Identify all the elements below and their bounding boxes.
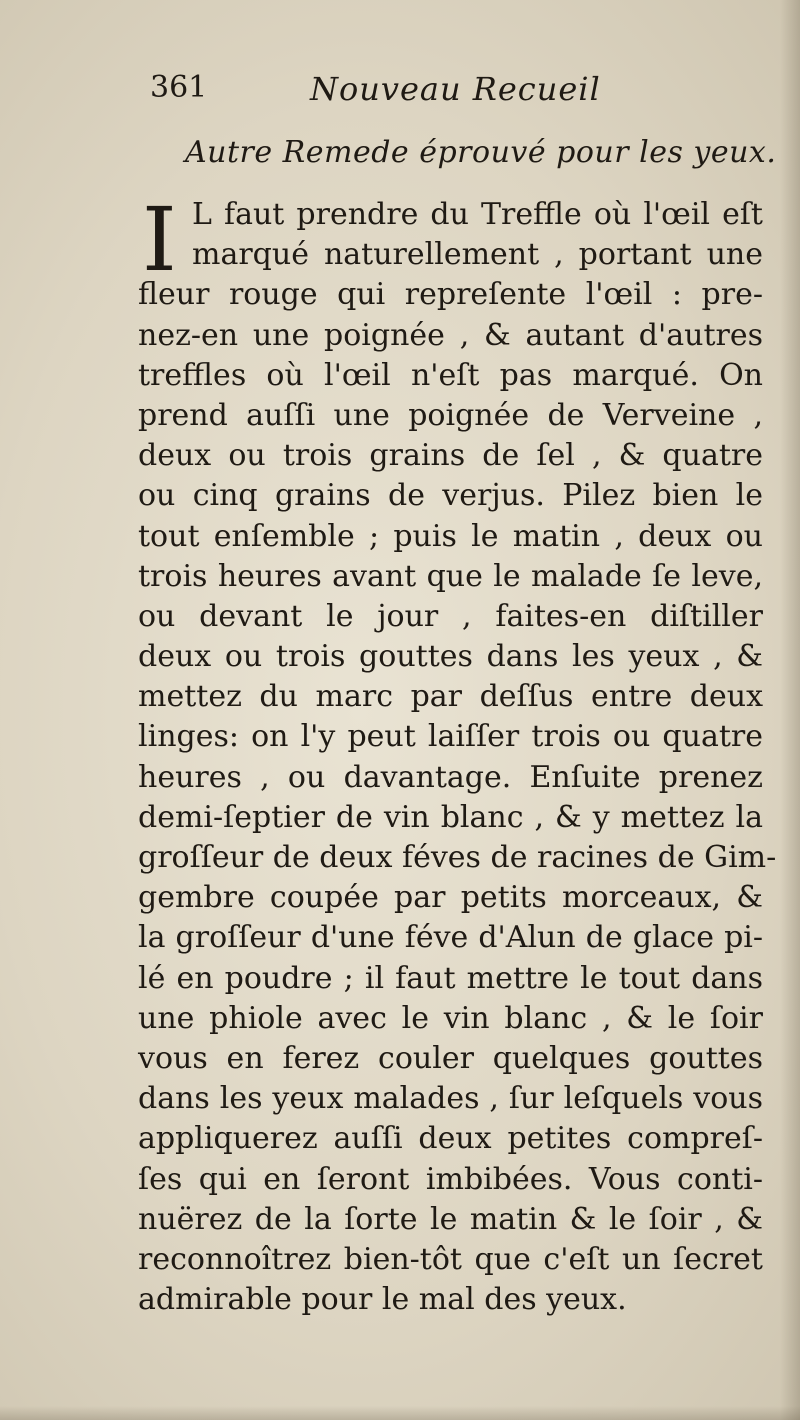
text-line: admirable pour le mal des yeux.: [138, 1282, 627, 1318]
text-line: marqué naturellement , portant une: [192, 237, 763, 273]
text-line: treffles où l'œil n'eſt pas marqué. On: [138, 357, 763, 393]
text-line: deux ou trois gouttes dans les yeux , &: [138, 639, 763, 675]
text-line: tout enſemble ; puis le matin , deux ou: [138, 518, 763, 554]
drop-cap: I: [142, 188, 177, 291]
text-line: la groſſeur d'une féve d'Alun de glace pi-: [138, 920, 763, 956]
text-line: appliquerez auſſi deux petites compreſ-: [138, 1121, 763, 1157]
section-heading: Autre Remede éprouvé pour les yeux.: [185, 135, 777, 170]
text-line: nez-en une poignée , & autant d'autres: [138, 317, 763, 353]
text-line: deux ou trois grains de ſel , & quatre: [138, 438, 763, 474]
text-line: ſes qui en ſeront imbibées. Vous conti-: [138, 1161, 763, 1197]
text-line: trois heures avant que le malade ſe leve,: [138, 558, 763, 594]
text-line: L faut prendre du Treffle où l'œil eſt: [192, 197, 763, 232]
page-number: 361: [150, 70, 208, 105]
text-line: vous en ferez couler quelques gouttes: [138, 1040, 763, 1076]
text-line: une phiole avec le vin blanc , & le ſoir: [138, 1000, 763, 1036]
text-line: groſſeur de deux féves de racines de Gim-: [138, 840, 777, 875]
text-line: nuërez de la ſorte le matin & le ſoir , &: [138, 1201, 763, 1237]
text-line: heures , ou davantage. Enſuite prenez: [138, 759, 763, 795]
text-line: dans les yeux malades , ſur leſquels vous: [138, 1081, 763, 1117]
text-line: gembre coupée par petits morceaux, &: [138, 880, 763, 916]
text-line: lé en poudre ; il faut mettre le tout dans: [138, 960, 763, 996]
text-line: fleur rouge qui repreſente l'œil : pre-: [138, 277, 763, 313]
text-line: mettez du marc par deſſus entre deux: [138, 679, 763, 715]
text-line: ou cinq grains de verjus. Pilez bien le: [138, 478, 763, 514]
text-line: ou devant le jour , faites-en diſtiller: [138, 598, 763, 634]
body-text: [138, 188, 777, 1320]
text-line: demi-ſeptier de vin blanc , & y mettez la: [138, 799, 763, 835]
running-title: Nouveau Recueil: [310, 70, 601, 108]
text-line: linges: on l'y peut laiſſer trois ou quatre: [138, 719, 763, 755]
text-line: prend auſſi une poignée de Verveine ,: [138, 397, 763, 433]
page-header: [150, 70, 620, 120]
page-edge-shadow: [780, 0, 800, 1420]
page-bottom-shadow: [0, 1406, 800, 1420]
text-line: reconnoîtrez bien-tôt que c'eſt un ſecret: [138, 1241, 763, 1277]
